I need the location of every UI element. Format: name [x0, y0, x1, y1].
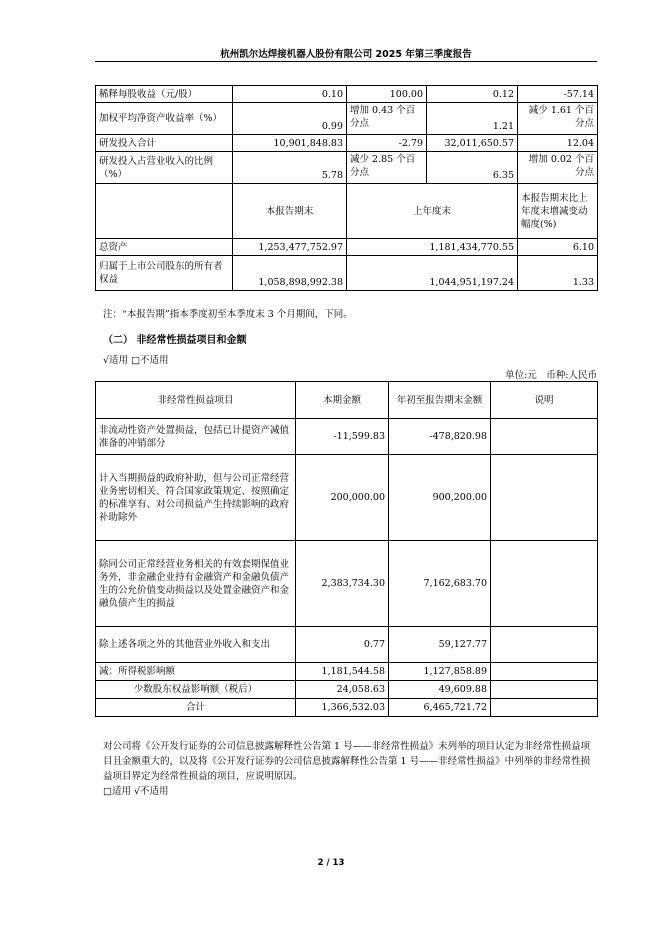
cell-value: 0.77	[296, 627, 389, 663]
cell-value: 7,162,683.70	[389, 541, 491, 627]
cell-value: 100.00	[347, 86, 427, 103]
column-header-change: 本报告期末比上年度末增减变动幅度(%)	[518, 184, 598, 239]
item-label: 除同公司正常经营业务相关的有效套期保值业务外，非金融企业持有金融资产和金融负债产生的公允价值变动损益以及处置金融资产和金融负债产生的损益	[96, 541, 296, 627]
unit-label: 单位:元 币种:人民币	[505, 370, 597, 381]
table-row	[96, 135, 598, 152]
table-header-row	[96, 382, 598, 419]
cell-value: -57.14	[518, 86, 598, 103]
cell-remark	[491, 541, 598, 627]
non-recurring-items-table	[95, 381, 598, 717]
item-label: 除上述各项之外的其他营业外收入和支出	[96, 627, 296, 663]
column-header-current: 本期金额	[296, 382, 389, 419]
cell-value: 2,383,734.30	[296, 541, 389, 627]
cell-value: 6.35	[427, 152, 518, 184]
column-header-ytd: 年初至报告期末金额	[389, 382, 491, 419]
cell-value: 900,200.00	[389, 455, 491, 541]
table-row	[96, 152, 598, 184]
empty-cell	[96, 184, 233, 239]
cell-value: 24,058.63	[296, 681, 389, 699]
table-row	[96, 627, 598, 663]
cell-value: 1,127,858.89	[389, 663, 491, 681]
table-row	[96, 419, 598, 455]
cell-value: -11,599.83	[296, 419, 389, 455]
cell-value: 减少 2.85 个百分点	[347, 152, 427, 184]
cell-value: 1,366,532.03	[296, 699, 389, 717]
table-subheader-row	[96, 184, 598, 239]
cell-value: 1,058,898,992.38	[233, 256, 347, 291]
cell-value: 0.99	[233, 103, 347, 135]
row-label: 总资产	[96, 239, 233, 256]
table-row	[96, 681, 598, 699]
item-label: 减：所得税影响额	[96, 663, 296, 681]
cell-value: 6,465,721.72	[389, 699, 491, 717]
cell-value: -2.79	[347, 135, 427, 152]
cell-value: -478,820.98	[389, 419, 491, 455]
cell-remark	[491, 627, 598, 663]
table-row	[96, 541, 598, 627]
cell-remark	[491, 663, 598, 681]
row-label: 稀释每股收益（元/股）	[96, 86, 233, 103]
cell-value: 10,901,848.83	[233, 135, 347, 152]
table-total-row	[96, 699, 598, 717]
header-divider	[95, 61, 597, 62]
cell-value: 12.04	[518, 135, 598, 152]
row-label: 研发投入占营业收入的比例（%）	[96, 152, 233, 184]
cell-value: 49,609.88	[389, 681, 491, 699]
section-title: （二） 非经常性损益项目和金额	[103, 335, 247, 346]
cell-value: 1,253,477,752.97	[233, 239, 347, 256]
row-label: 归属于上市公司股东的所有者权益	[96, 256, 233, 291]
financial-indicators-table	[95, 85, 598, 291]
cell-remark	[491, 699, 598, 717]
report-header: 杭州凯尔达焊接机器人股份有限公司 2025 年第三季度报告	[220, 49, 472, 60]
cell-value: 0.10	[233, 86, 347, 103]
cell-value: 5.78	[233, 152, 347, 184]
item-label: 计入当期损益的政府补助，但与公司正常经营业务密切相关、符合国家政策规定、按照确定的标准享有、对公司损益产生持续影响的政府补助除外	[96, 455, 296, 541]
column-header-item: 非经常性损益项目	[96, 382, 296, 419]
column-header-current: 本报告期末	[233, 184, 347, 239]
applicable-indicator: √适用 □不适用	[103, 355, 169, 366]
table-row	[96, 663, 598, 681]
table-row	[96, 239, 598, 256]
item-label: 少数股东权益影响额（税后）	[96, 681, 296, 699]
cell-value: 1.21	[427, 103, 518, 135]
cell-value: 59,127.77	[389, 627, 491, 663]
applicable-indicator: □适用 √不适用	[103, 786, 169, 797]
cell-remark	[491, 455, 598, 541]
cell-value: 1,044,951,197.24	[347, 256, 518, 291]
table-row	[96, 256, 598, 291]
cell-value: 200,000.00	[296, 455, 389, 541]
cell-remark	[491, 419, 598, 455]
explanation-paragraph: 对公司将《公开发行证券的公司信息披露解释性公告第 1 号——非经常性损益》未列举的项目认定为非经常性损益项目且金额重大的，以及将《公开发行证券的公司信息披露解释性公告第 1 号——非经常性损益》中列举的非经常性损益项目界定为经常性损益的项目，应说明原因。	[103, 741, 591, 782]
cell-value: 6.10	[518, 239, 598, 256]
cell-value: 增加 0.02 个百分点	[518, 152, 598, 184]
table-row	[96, 103, 598, 135]
table-note: 注：“本报告期”指本季度初至本季度末 3 个月期间，下同。	[103, 309, 353, 320]
cell-value: 32,011,650.57	[427, 135, 518, 152]
table-row	[96, 455, 598, 541]
table-row	[96, 86, 598, 103]
cell-remark	[491, 681, 598, 699]
cell-value: 1,181,544.58	[296, 663, 389, 681]
item-label: 非流动性资产处置损益，包括已计提资产减值准备的冲销部分	[96, 419, 296, 455]
cell-value: 减少 1.61 个百分点	[518, 103, 598, 135]
column-header-remark: 说明	[491, 382, 598, 419]
row-label: 研发投入合计	[96, 135, 233, 152]
item-label: 合计	[96, 699, 296, 717]
cell-value: 1.33	[518, 256, 598, 291]
cell-value: 0.12	[427, 86, 518, 103]
cell-value: 1,181,434,770.55	[347, 239, 518, 256]
page-number: 2 / 13	[317, 858, 345, 868]
cell-value: 增加 0.43 个百分点	[347, 103, 427, 135]
row-label: 加权平均净资产收益率（%）	[96, 103, 233, 135]
column-header-prior: 上年度末	[347, 184, 518, 239]
